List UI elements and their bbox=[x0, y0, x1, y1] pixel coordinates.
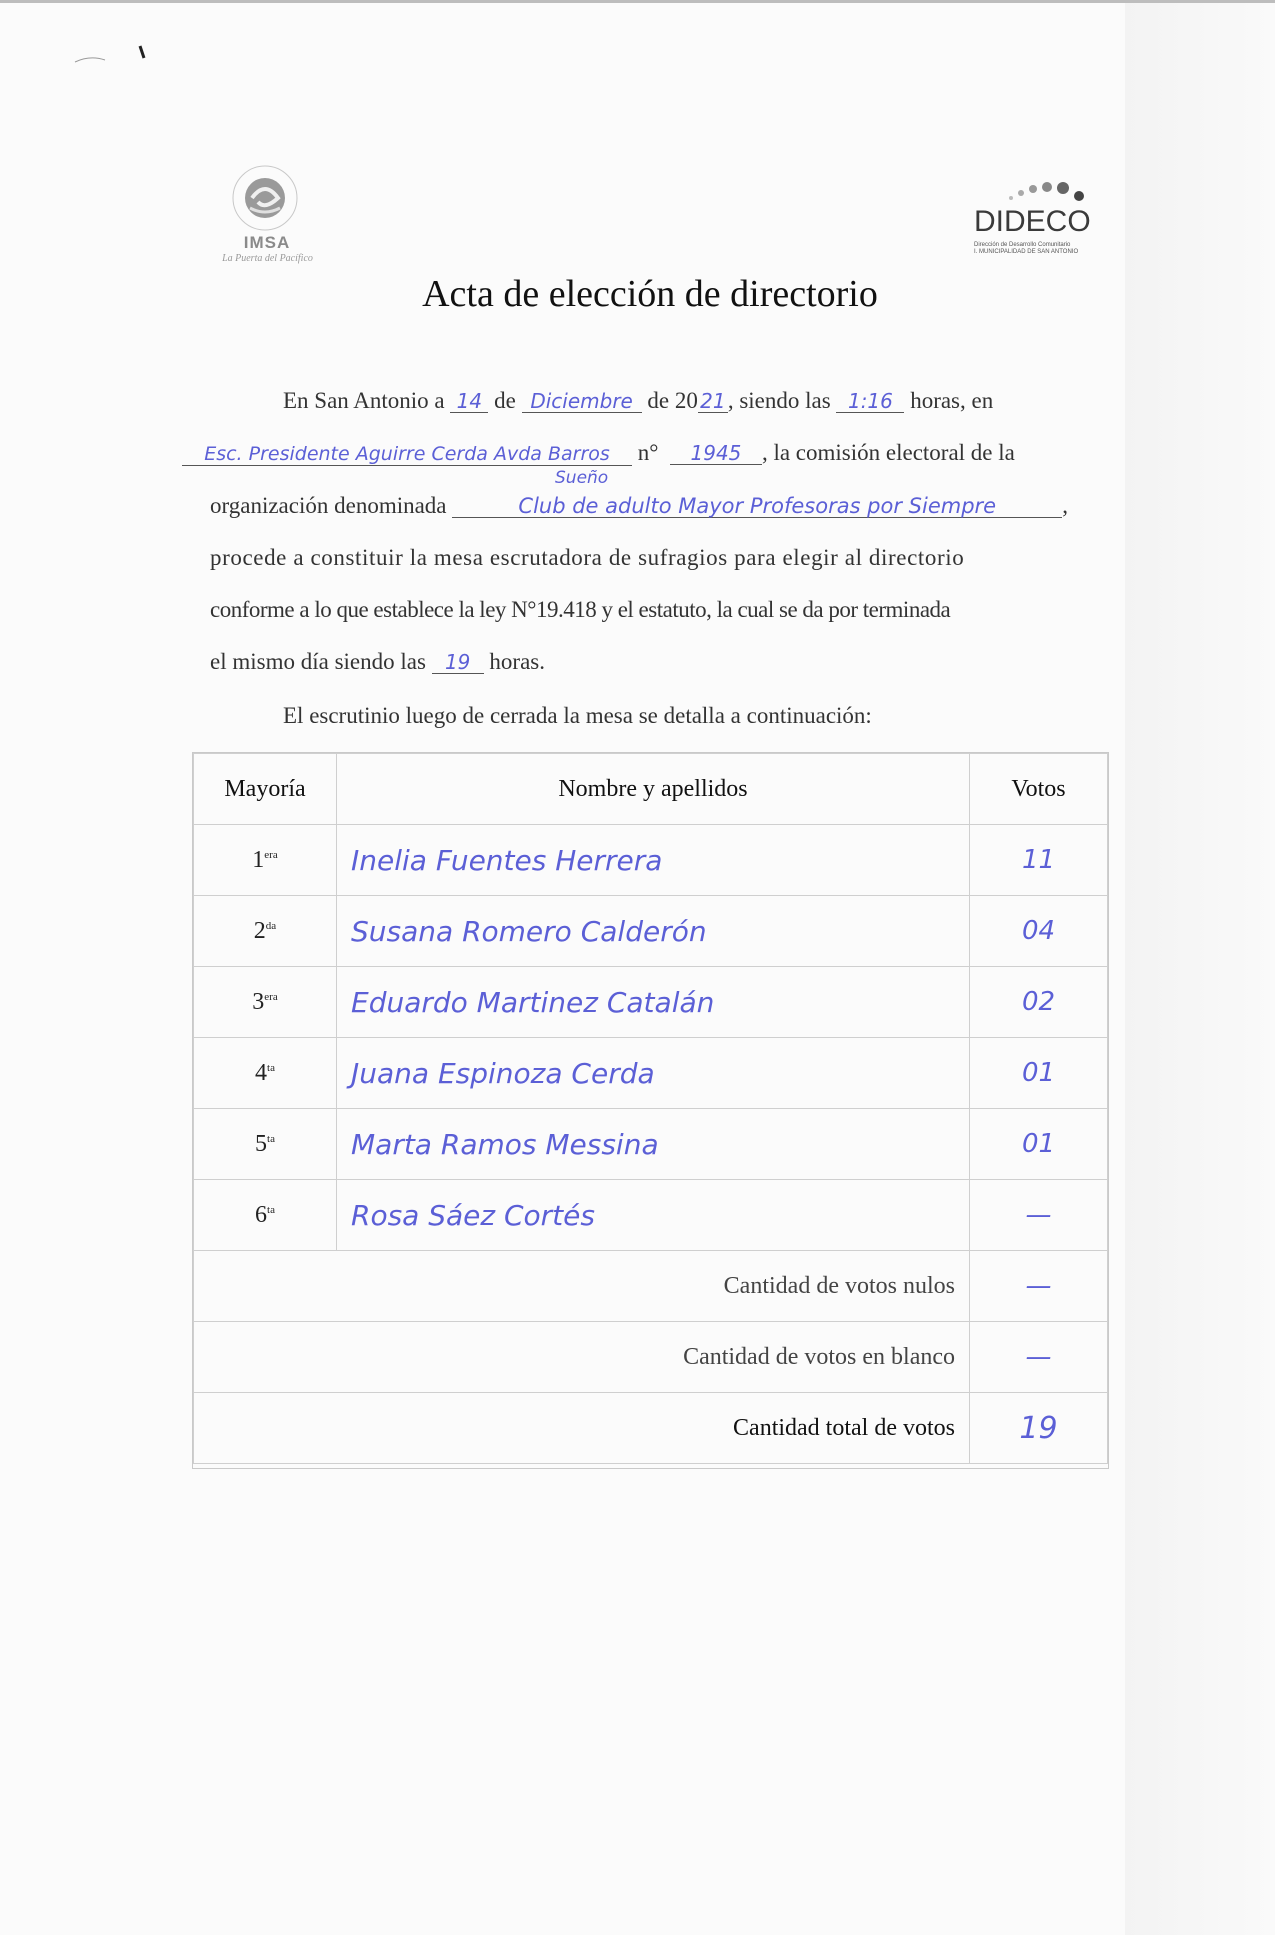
body-line-1 bbox=[283, 388, 1168, 414]
blank-votes-value: — bbox=[970, 1322, 1108, 1393]
vote-count: 04 bbox=[970, 896, 1108, 967]
blank-votes-label: Cantidad de votos en blanco bbox=[194, 1322, 970, 1393]
scan-top-edge bbox=[0, 0, 1275, 3]
document-title: Acta de elección de directorio bbox=[422, 273, 878, 315]
rank-cell: $6^{ta}$ bbox=[194, 1180, 337, 1251]
total-votes-row bbox=[194, 1393, 1108, 1464]
text-number-label: n° bbox=[637, 440, 659, 465]
text-horas: horas. bbox=[489, 649, 545, 674]
dideco-subtitle: Dirección de Desarrollo Comunitario bbox=[974, 242, 1071, 248]
candidate-name: Marta Ramos Messina bbox=[337, 1109, 970, 1180]
body-line-2 bbox=[182, 440, 1067, 466]
table-row bbox=[194, 967, 1108, 1038]
rank-cell: $1^{era}$ bbox=[194, 825, 337, 896]
results-table bbox=[192, 752, 1109, 1469]
imsa-logo-text: IMSA bbox=[243, 233, 291, 252]
table-row bbox=[194, 896, 1108, 967]
vote-count: 02 bbox=[970, 967, 1108, 1038]
vote-count: — bbox=[970, 1180, 1108, 1251]
null-votes-row bbox=[194, 1251, 1108, 1322]
text-comma: , bbox=[1062, 493, 1069, 518]
location-field: Esc. Presidente Aguirre Cerda Avda Barros bbox=[182, 443, 632, 466]
start-hour-field: 1:16 bbox=[836, 390, 904, 413]
vote-count: 11 bbox=[970, 825, 1108, 896]
header-mayoria: Mayoría bbox=[194, 754, 337, 825]
vote-count: 01 bbox=[970, 1038, 1108, 1109]
text-de: de bbox=[494, 388, 516, 413]
text-org-label: organización denominada bbox=[210, 493, 447, 518]
header-votos: Votos bbox=[970, 754, 1108, 825]
body-line-3 bbox=[210, 493, 1095, 519]
rank-cell: $4^{ta}$ bbox=[194, 1038, 337, 1109]
rank-cell: $5^{ta}$ bbox=[194, 1109, 337, 1180]
text-intro: En San Antonio a bbox=[283, 388, 445, 413]
table-row bbox=[194, 1038, 1108, 1109]
total-votes-value: 19 bbox=[970, 1393, 1108, 1464]
text-end-intro: el mismo día siendo las bbox=[210, 649, 426, 674]
header-nombre: Nombre y apellidos bbox=[337, 754, 970, 825]
body-line-4: procede a constituir la mesa escrutadora de sufragios para elegir al directorio bbox=[210, 545, 965, 570]
candidate-name: Inelia Fuentes Herrera bbox=[337, 825, 970, 896]
text-horas-en: horas, en bbox=[910, 388, 994, 413]
end-hour-field: 19 bbox=[432, 651, 484, 674]
day-field: 14 bbox=[450, 390, 488, 413]
scan-mark bbox=[70, 40, 160, 70]
vote-count: 01 bbox=[970, 1109, 1108, 1180]
table-row bbox=[194, 1180, 1108, 1251]
dideco-municipality: I. MUNICIPALIDAD DE SAN ANTONIO bbox=[974, 249, 1079, 255]
text-year-prefix: de 20 bbox=[647, 388, 698, 413]
org-name-field: Club de adulto Mayor Profesoras por Siempre bbox=[452, 495, 1062, 518]
text-comision: , la comisión electoral de la bbox=[761, 440, 1015, 465]
month-field: Diciembre bbox=[522, 390, 642, 413]
null-votes-value: — bbox=[970, 1251, 1108, 1322]
location-number-field: 1945 bbox=[670, 442, 762, 465]
rank-cell: $2^{da}$ bbox=[194, 896, 337, 967]
org-name-insertion: Sueño bbox=[555, 468, 609, 488]
table-row bbox=[194, 825, 1108, 896]
total-votes-label: Cantidad total de votos bbox=[194, 1393, 970, 1464]
table-row bbox=[194, 1109, 1108, 1180]
candidate-name: Susana Romero Calderón bbox=[337, 896, 970, 967]
candidate-name: Juana Espinoza Cerda bbox=[337, 1038, 970, 1109]
dideco-logo-text: DIDECO bbox=[974, 205, 1091, 238]
table-header-row bbox=[194, 754, 1108, 825]
blank-votes-row bbox=[194, 1322, 1108, 1393]
imsa-tagline: La Puerta del Pacífico bbox=[222, 253, 313, 264]
year-field: 21 bbox=[698, 390, 728, 413]
rank-cell: $3^{era}$ bbox=[194, 967, 337, 1038]
candidate-name: Rosa Sáez Cortés bbox=[337, 1180, 970, 1251]
body-line-7: El escrutinio luego de cerrada la mesa se detalla a continuación: bbox=[283, 703, 872, 728]
null-votes-label: Cantidad de votos nulos bbox=[194, 1251, 970, 1322]
text-siendo: , siendo las bbox=[727, 388, 831, 413]
body-line-6 bbox=[210, 649, 1095, 675]
candidate-name: Eduardo Martinez Catalán bbox=[337, 967, 970, 1038]
body-line-5: conforme a lo que establece la ley N°19.418 y el estatuto, la cual se da por terminada bbox=[210, 597, 951, 622]
